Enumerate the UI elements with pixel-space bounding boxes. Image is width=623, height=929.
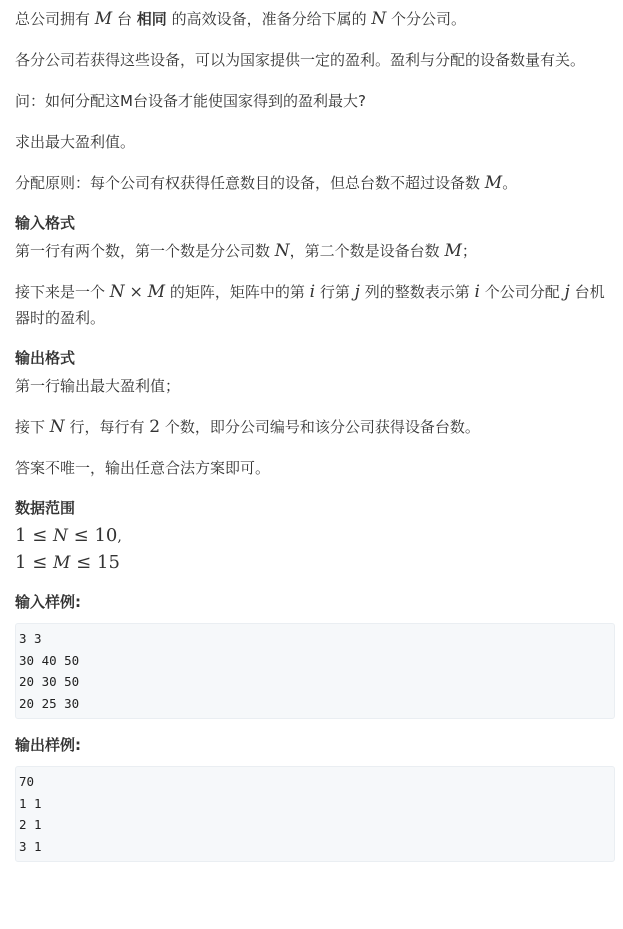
intro-text: 总公司拥有 (15, 10, 91, 28)
code-line: 3 3 (19, 631, 42, 646)
input-line-2 (15, 279, 615, 331)
rule-text: 。 (502, 174, 518, 192)
math-i: i (309, 282, 316, 302)
range-m (15, 550, 615, 576)
math-m: M (484, 173, 503, 193)
math-n: N (371, 9, 387, 29)
code-line: 3 1 (19, 838, 42, 854)
math-i: i (474, 282, 480, 302)
math-m: M (94, 9, 113, 29)
input-text: ，第二个数是设备台数 (289, 242, 440, 260)
range-le: ≤ (32, 525, 48, 546)
output-text: 行，每行有 (69, 418, 145, 436)
output-line-2 (15, 414, 615, 440)
sample-output-heading: 输出样例: (15, 736, 81, 754)
intro-text: 个分公司。 (391, 10, 467, 28)
range-sep: , (117, 529, 122, 545)
input-text: 列的整数表示第 (364, 283, 470, 301)
goal-paragraph: 求出最大盈利值。 (15, 133, 136, 151)
math-times: × (129, 282, 143, 301)
range-var: N (53, 526, 68, 546)
intro-paragraph (15, 6, 615, 32)
rule-text: 分配原则：每个公司有权获得任意数目的设备，但总台数不超过设备数 (15, 174, 481, 192)
math-number: 2 (149, 417, 161, 437)
range-le: ≤ (73, 525, 89, 546)
input-text: 行第 (319, 283, 350, 301)
output-format-heading: 输出格式 (15, 349, 76, 367)
profit-paragraph: 各分公司若获得这些设备，可以为国家提供一定的盈利。盈利与分配的设备数量有关。 (15, 51, 586, 69)
range-var: M (53, 553, 71, 573)
sample-input-code[interactable] (15, 623, 615, 719)
intro-bold-text: 相同 (136, 10, 167, 28)
range-n (15, 523, 615, 550)
range-lower: 1 (15, 552, 27, 573)
rule-paragraph (15, 170, 615, 196)
input-text: 台机器时的盈利。 (15, 283, 605, 327)
input-text: 接下来是一个 (15, 283, 106, 301)
code-line: 30 40 50 (19, 652, 80, 668)
range-lower: 1 (15, 525, 27, 546)
sample-input-heading: 输入样例: (15, 593, 81, 611)
code-line: 20 30 50 (19, 674, 80, 689)
code-line: 1 1 (19, 795, 42, 811)
range-le: ≤ (76, 552, 92, 573)
question-paragraph: 问：如何分配这M台设备才能使国家得到的盈利最大? (15, 92, 366, 110)
intro-text: 台 (117, 10, 133, 28)
range-upper: 15 (97, 552, 120, 573)
data-range-heading: 数据范围 (15, 499, 76, 517)
math-m: M (147, 282, 166, 302)
sample-output-code[interactable] (15, 766, 615, 862)
output-text: 个数，即分公司编号和该分公司获得设备台数。 (164, 418, 480, 436)
code-line: 70 (19, 774, 35, 789)
input-format-heading: 输入格式 (15, 214, 76, 232)
code-line: 2 1 (19, 817, 42, 832)
range-upper: 10 (94, 525, 118, 546)
output-line-3: 答案不唯一，输出任意合法方案即可。 (15, 459, 271, 477)
input-line-1 (15, 238, 615, 264)
output-text: 接下 (15, 418, 46, 436)
code-line: 20 25 30 (19, 695, 80, 711)
input-text: 个公司分配 (484, 283, 560, 301)
range-le: ≤ (32, 552, 48, 573)
input-text: 第一行有两个数，第一个数是分公司数 (15, 242, 271, 260)
data-range-block (15, 523, 615, 576)
intro-text: 的高效设备，准备分给下属的 (171, 10, 367, 28)
math-m: M (444, 241, 462, 261)
math-n: N (274, 241, 290, 261)
math-j: j (564, 282, 570, 302)
math-n: N (109, 282, 125, 302)
input-text: ； (461, 242, 477, 260)
output-line-1: 第一行输出最大盈利值； (15, 377, 181, 395)
input-text: 的矩阵，矩阵中的第 (169, 283, 305, 301)
math-j: j (354, 282, 360, 302)
math-n: N (49, 417, 65, 437)
